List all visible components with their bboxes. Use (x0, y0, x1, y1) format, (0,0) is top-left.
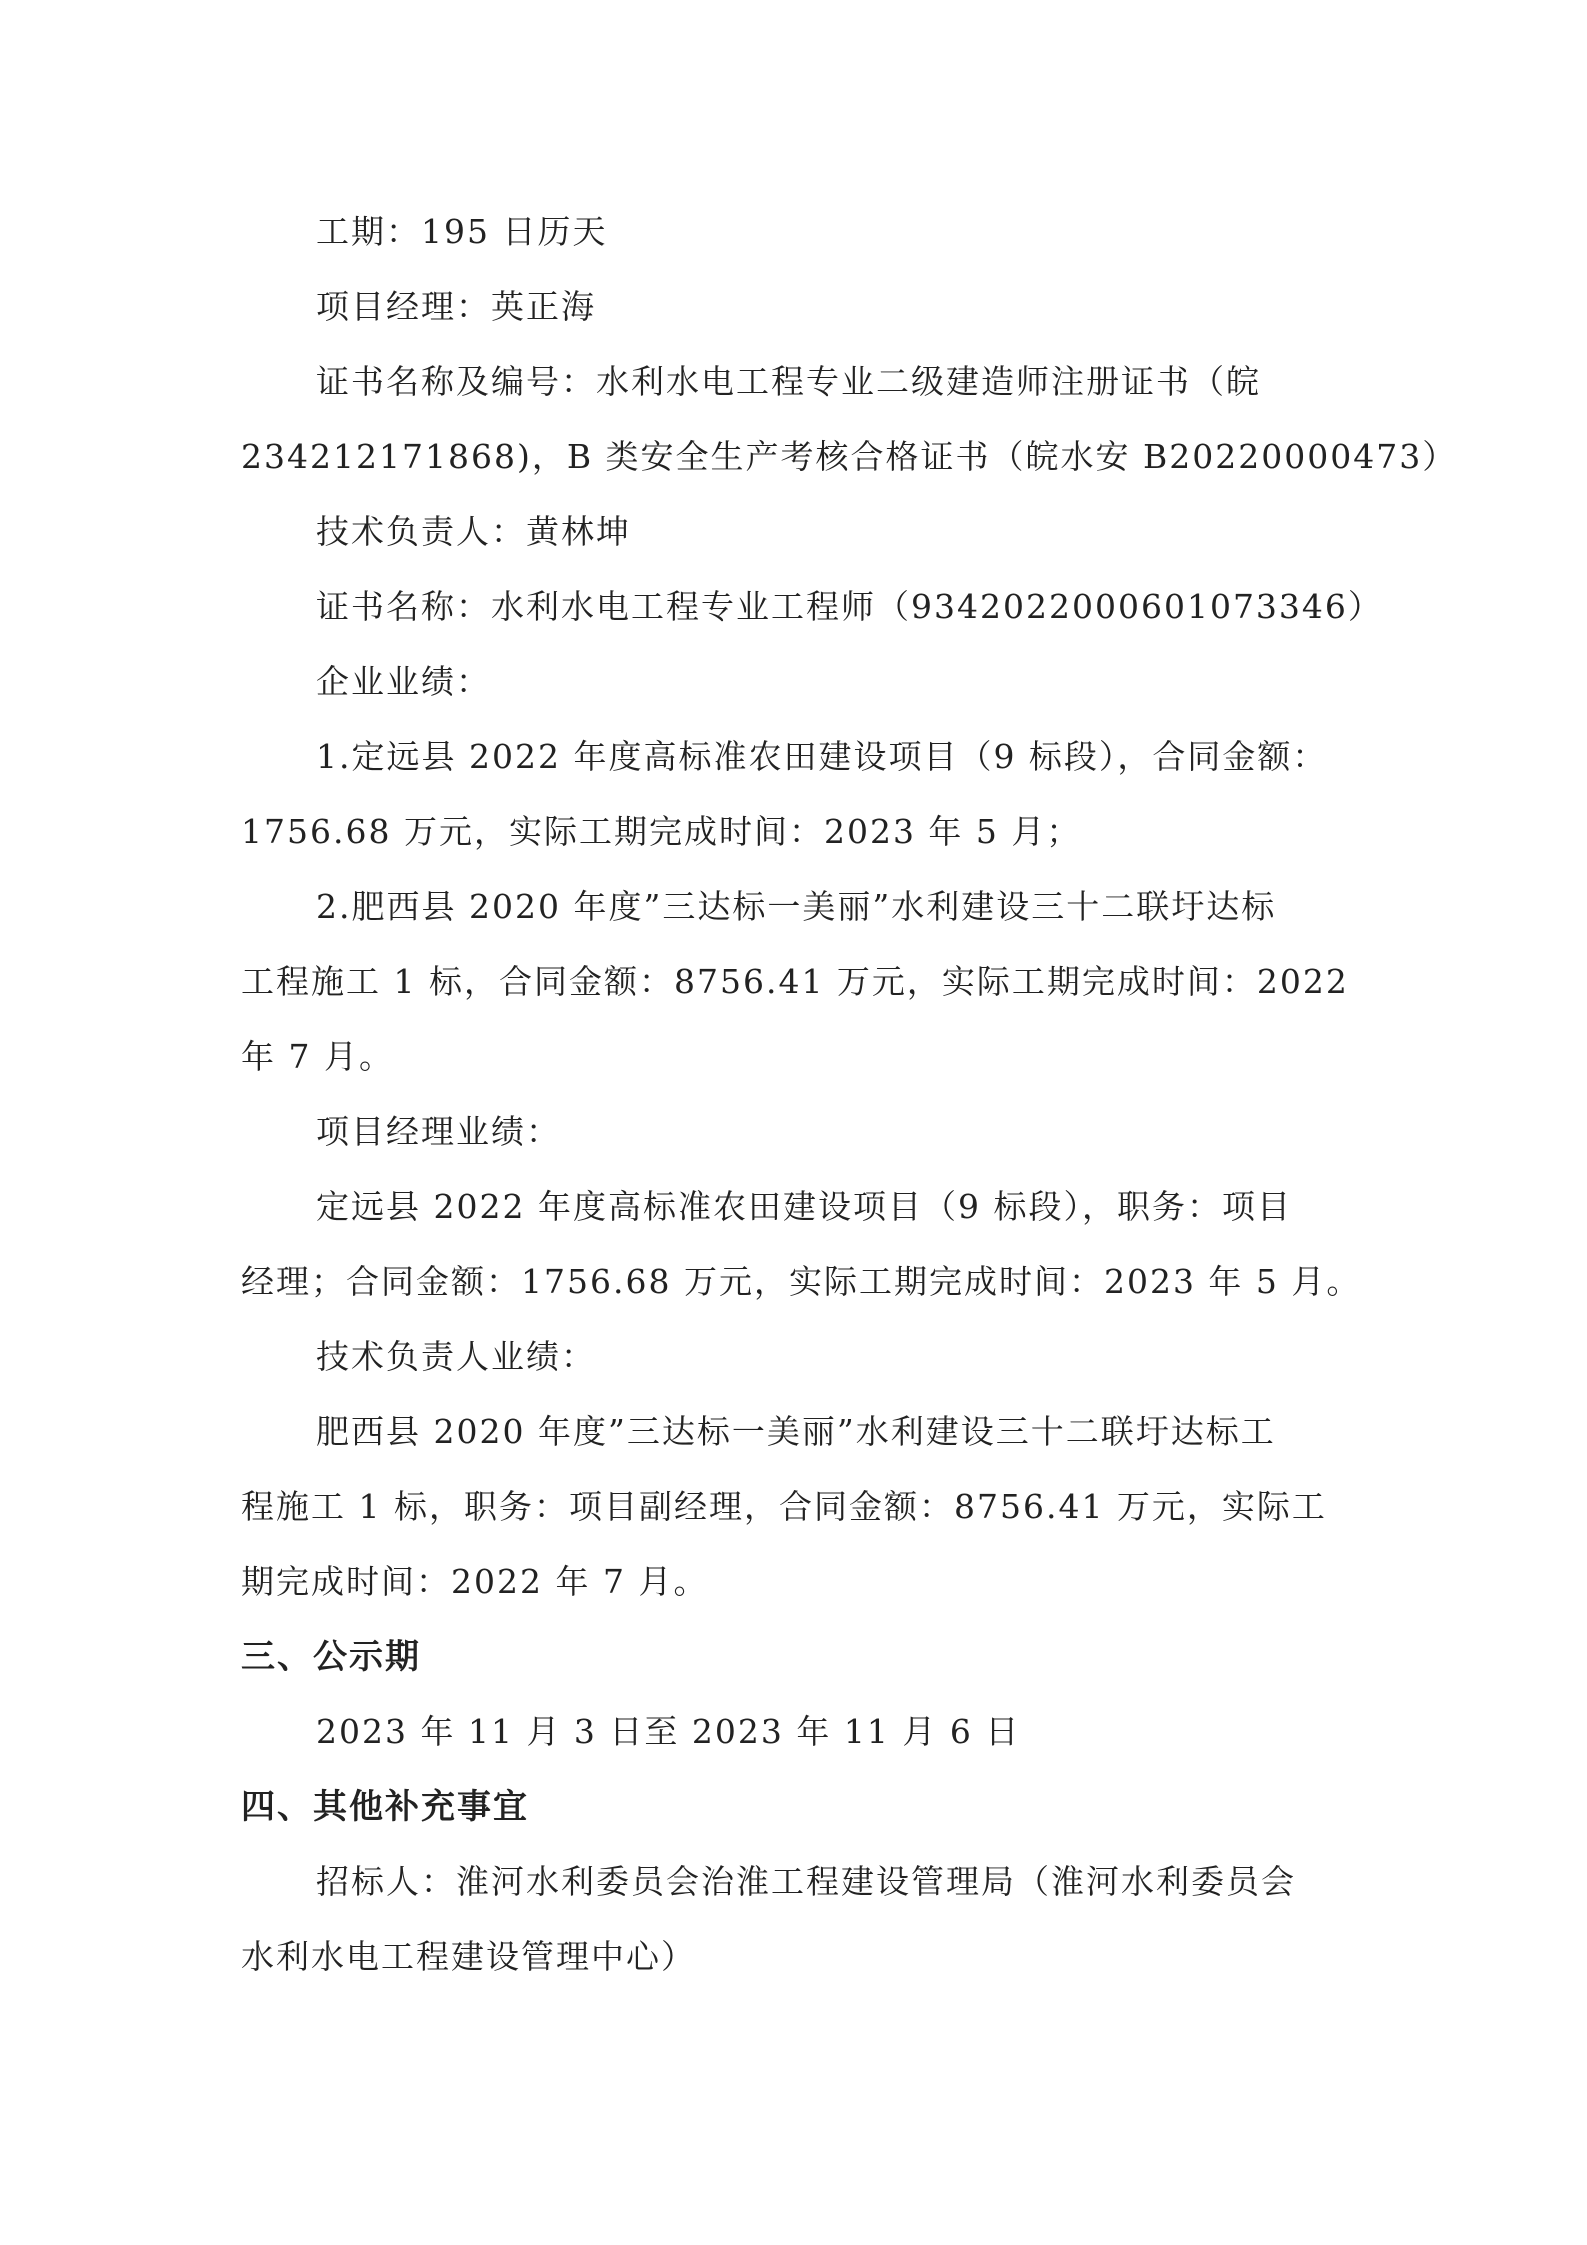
technical-performance-line-2: 程施工 1 标，职务：项目副经理，合同金额：8756.41 万元，实际工 (241, 1487, 1327, 1526)
duration-line: 工期：195 日历天 (316, 212, 608, 251)
technical-cert-line: 证书名称：水利水电工程专业工程师（93420220006010733​46） (316, 587, 1383, 626)
technical-performance-label: 技术负责人业绩： (316, 1337, 596, 1376)
technical-performance-line-1: 肥西县 2020 年度”三达标一美丽”水利建设三十二联圩达标工 (316, 1412, 1276, 1451)
manager-performance-line-1: 定远县 2022 年度高标准农田建设项目（9 标段），职务：项目 (316, 1187, 1292, 1226)
company-performance-1-line-1: 1.定远县 2022 年度高标准农田建设项目（9 标段），合同金额： (316, 737, 1328, 776)
manager-performance-line-2: 经理；合同金额：1756.68 万元，实际工期完成时间：2023 年 5 月。 (241, 1262, 1362, 1301)
company-performance-2-line-1: 2.肥西县 2020 年度”三达标一美丽”水利建设三十二联圩达标 (316, 887, 1277, 926)
technical-lead-line: 技术负责人：黄林坤 (316, 512, 631, 551)
tenderer-line-1: 招标人：淮河水利委员会治淮工程建设管理局（淮河水利委员会 (316, 1862, 1296, 1901)
company-performance-1-line-2: 1756.68 万元，实际工期完成时间：2023 年 5 月； (241, 812, 1082, 851)
company-performance-label: 企业业绩： (316, 662, 491, 701)
project-manager-line: 项目经理：英正海 (316, 287, 596, 326)
technical-performance-line-3: 期完成时间：2022 年 7 月。 (241, 1562, 709, 1601)
certificate-line-1: 证书名称及编号：水利水电工程专业二级建造师注册证书（皖 (316, 362, 1261, 401)
company-performance-2-line-3: 年 7 月。 (241, 1037, 394, 1076)
publicity-period-line: 2023 年 11 月 3 日至 2023 年 11 月 6 日 (316, 1712, 1021, 1751)
certificate-line-2: 234212171868)，B 类安全生产考核合格证书（皖水安 B20220000473） (241, 437, 1458, 476)
manager-performance-label: 项目经理业绩： (316, 1112, 561, 1151)
section-heading-publicity-period: 三、公示期 (241, 1637, 421, 1677)
tenderer-line-2: 水利水电工程建设管理中心） (241, 1937, 696, 1976)
company-performance-2-line-2: 工程施工 1 标，合同金额：8756.41 万元，实际工期完成时间：2022 (241, 962, 1349, 1001)
section-heading-other-matters: 四、其他补充事宜 (241, 1787, 529, 1827)
